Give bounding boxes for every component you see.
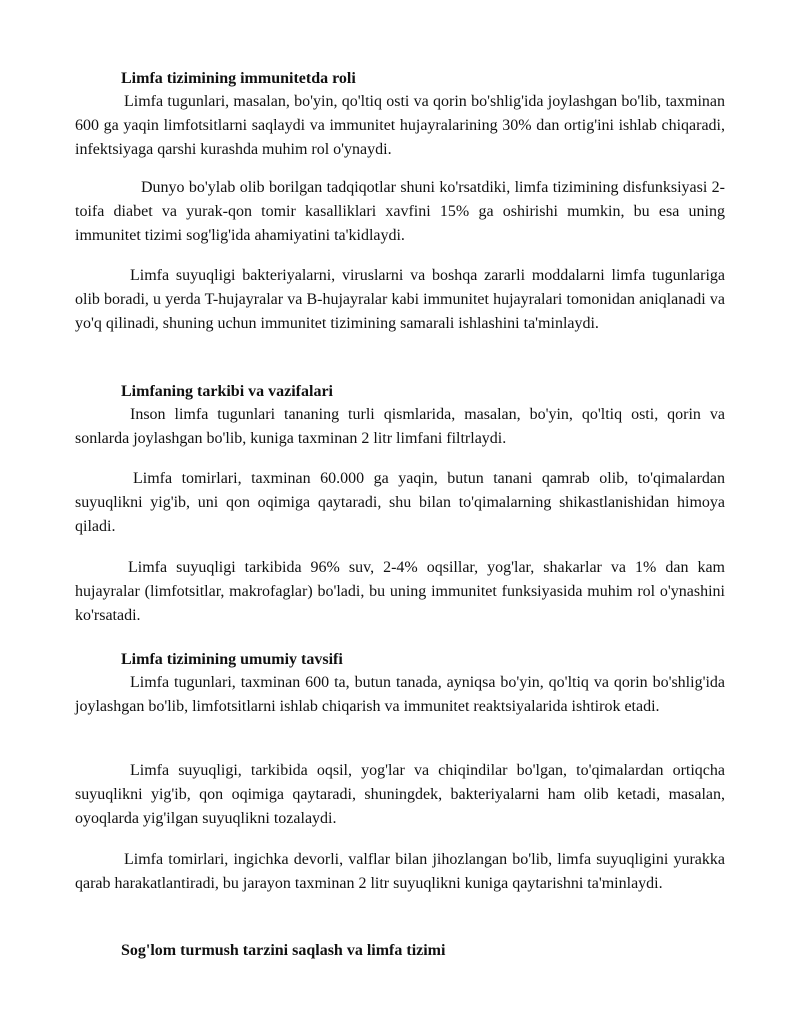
section-heading: Limfaning tarkibi va vazifalari — [121, 383, 333, 400]
section-heading: Limfa tizimining immunitetda roli — [121, 70, 356, 87]
paragraph: Limfa suyuqligi, tarkibida oqsil, yog'lar va chiqindilar bo'lgan, to'qimalardan ortiqcha suyuqlikni yig'ib, qon oqimiga qaytaradi, shuningdek, bakteriyalarni ham olib ketadi, masalan, oyoqlarda yig'ilgan suyuqlikni tozalaydi. — [75, 762, 725, 827]
paragraph: Limfa tomirlari, taxminan 60.000 ga yaqin, butun tanani qamrab olib, to'qimalardan suyuqlikni yig'ib, uni qon oqimiga qaytaradi, shu bilan to'qimalarning shikastlanishidan himoya qiladi. — [75, 470, 725, 535]
paragraph: Limfa tugunlari, masalan, bo'yin, qo'ltiq osti va qorin bo'shlig'ida joylashgan bo'lib, taxminan 600 ga yaqin limfotsitlarni saqlaydi va immunitet hujayralarining 30% dan ortig'ini ishlab chiqaradi, infektsiyaga qarshi kurashda muhim rol o'ynaydi. — [75, 93, 725, 158]
section-heading: Sog'lom turmush tarzini saqlash va limfa tizimi — [121, 942, 446, 959]
paragraph: Limfa tomirlari, ingichka devorli, valflar bilan jihozlangan bo'lib, limfa suyuqligini yurakka qarab harakatlantiradi, bu jarayon taxminan 2 litr suyuqlikni kuniga qaytarishni ta'minlaydi. — [75, 851, 725, 892]
paragraph: Inson limfa tugunlari tananing turli qismlarida, masalan, bo'yin, qo'ltiq osti, qorin va sonlarda joylashgan bo'lib, kuniga taxminan 2 litr limfani filtrlaydi. — [75, 406, 725, 447]
paragraph: Dunyo bo'ylab olib borilgan tadqiqotlar shuni ko'rsatdiki, limfa tizimining disfunksiyasi 2-toifa diabet va yurak-qon tomir kasalliklari xavfini 15% ga oshirishi mumkin, bu esa uning immunitet tizimi sog'lig'ida ahamiyatini ta'kidlaydi. — [75, 179, 725, 244]
paragraph: Limfa tugunlari, taxminan 600 ta, butun tanada, ayniqsa bo'yin, qo'ltiq va qorin bo'shlig'ida joylashgan bo'lib, limfotsitlarni ishlab chiqarish va immunitet reaktsiyalarida ishtirok etadi. — [75, 674, 725, 715]
paragraph: Limfa suyuqligi tarkibida 96% suv, 2-4% oqsillar, yog'lar, shakarlar va 1% dan kam hujayralar (limfotsitlar, makrofaglar) bo'ladi, bu uning immunitet funksiyasida muhim rol o'ynashini ko'rsatadi. — [75, 559, 725, 624]
section-heading: Limfa tizimining umumiy tavsifi — [121, 651, 343, 668]
paragraph: Limfa suyuqligi bakteriyalarni, viruslarni va boshqa zararli moddalarni limfa tugunlariga olib boradi, u yerda T-hujayralar va B-hujayralar kabi immunitet hujayralari tomonidan aniqlanadi va yo'q qilinadi, shuning uchun immunitet tizimining samarali ishlashini ta'minlaydi. — [75, 267, 725, 332]
